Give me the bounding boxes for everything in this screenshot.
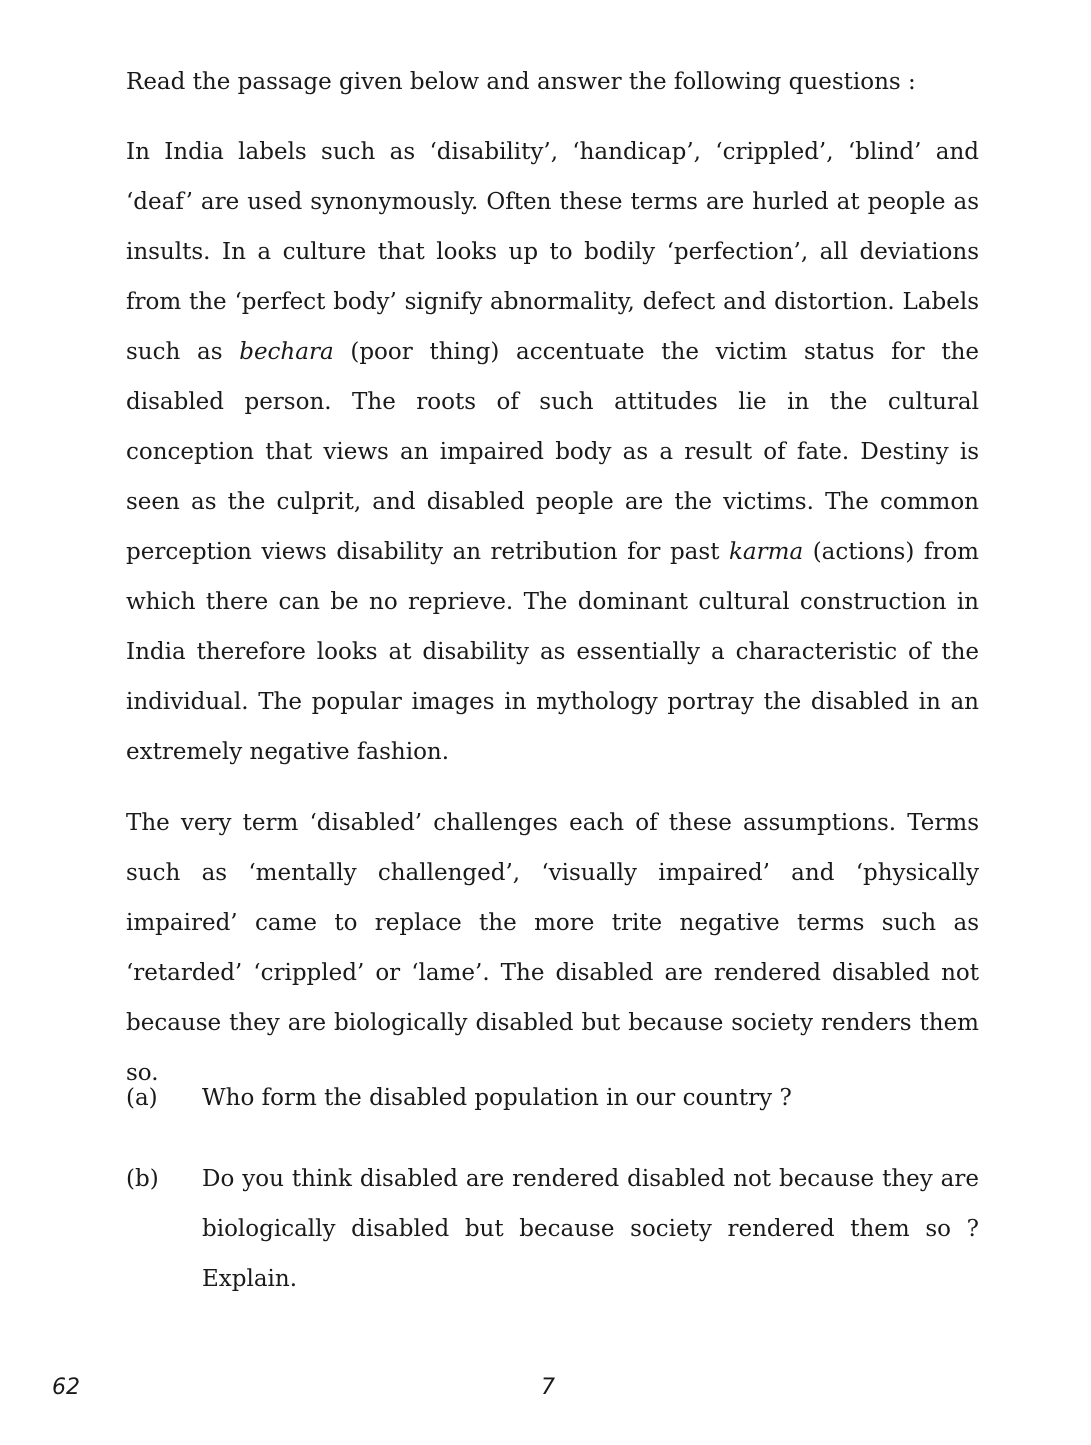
paragraph-1-part-2: (poor thing) accentuate the victim status for the disabled person. The roots of such attitudes lie in the cultural conception that views an impaired body as a result of fate. Destiny is seen as the culprit, and disabled people are the victims. The common perception views disability an retribution for past (126, 339, 979, 565)
passage-paragraph-2: The very term ‘disabled’ challenges each of these assumptions. Terms such as ‘mentally challenged’, ‘visually impaired’ and ‘physically impaired’ came to replace the more trite negative terms such as ‘retarded’ ‘crippled’ or ‘lame’. The disabled are rendered disabled not because they are biologically disabled but because society renders them so. (126, 810, 979, 1086)
question-label: (b) (126, 1166, 159, 1192)
paragraph-1-part-3: (actions) from which there can be no reprieve. The dominant cultural construction in India therefore looks at disability as essentially a characteristic of the individual. The popular images in mythology portray the disabled in an extremely negative fashion. (126, 539, 979, 765)
passage-paragraph-1 (126, 127, 979, 777)
instruction-text: Read the passage given below and answer the following questions : (126, 69, 916, 95)
question-label: (a) (126, 1085, 158, 1111)
italic-term-bechara: bechara (239, 339, 334, 365)
paragraph-1-part-1: In India labels such as ‘disability’, ‘handicap’, ‘crippled’, ‘blind’ and ‘deaf’ are used synonymously. Often these terms are hurled at people as insults. In a culture that looks up to bodily ‘perfection’, all deviations from the ‘perfect body’ signify abnormality, defect and distortion. Labels such as (126, 139, 979, 365)
question-text: Do you think disabled are rendered disabled not because they are biologically disabled but because society rendered them so ? Explain. (202, 1166, 979, 1292)
page-number: 7 (541, 1375, 555, 1400)
paper-code: 62 (52, 1375, 80, 1400)
question-text: Who form the disabled population in our country ? (202, 1085, 792, 1111)
italic-term-karma: karma (728, 539, 804, 565)
